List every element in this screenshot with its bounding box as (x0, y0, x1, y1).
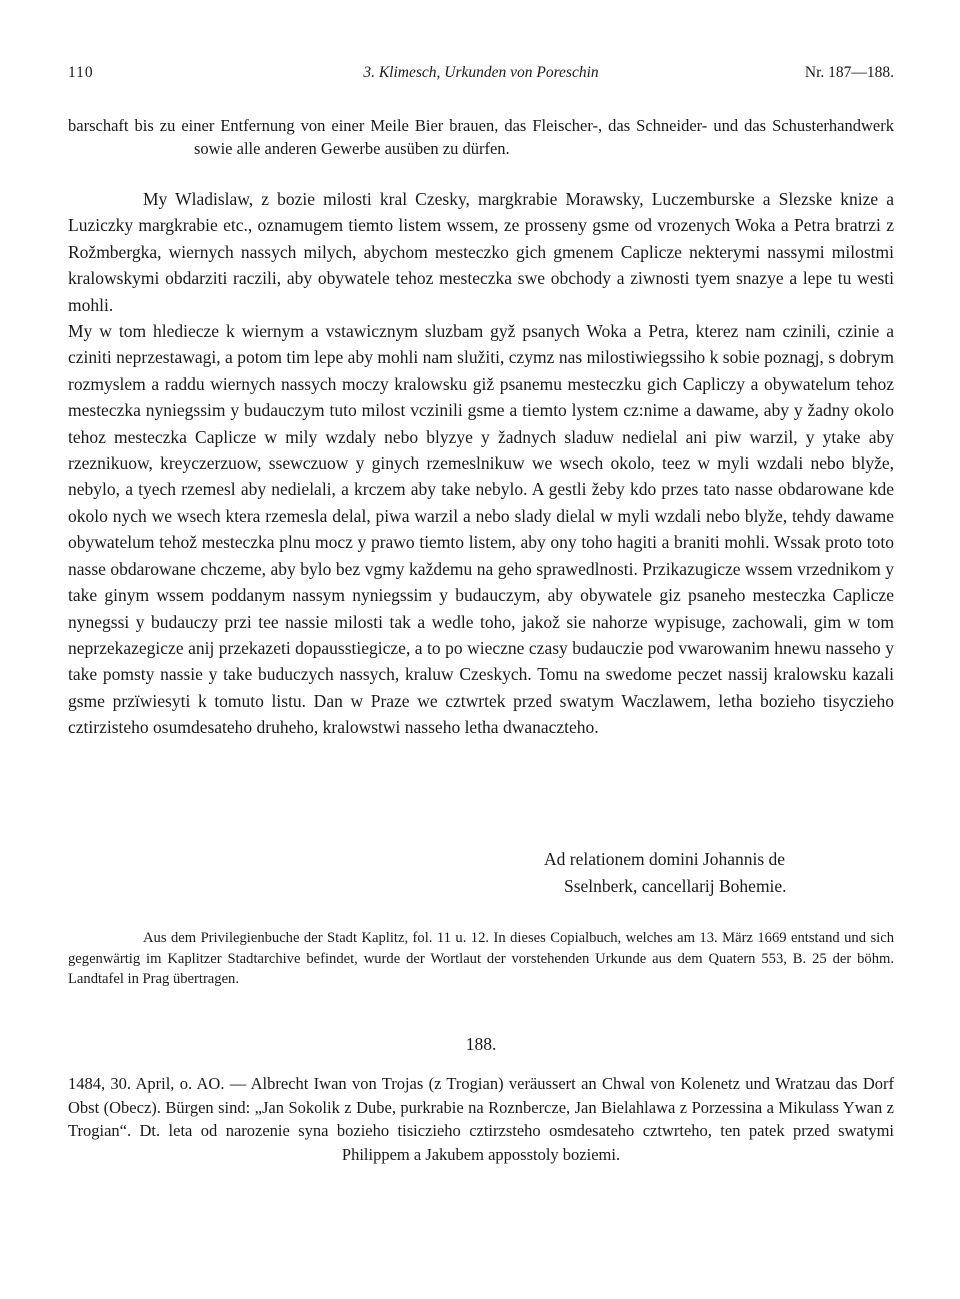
source-note-paragraph: Aus dem Privilegienbuche der Stadt Kaplitz, fol. 11 u. 12. In dieses Copialbuch, welches am 13. März 1669 entstand und sich gegenwärtig im Kaplitzer Stadtarchive befindet, wurde der Wortlaut der vorstehenden Urkunde aus dem Quatern 553, B. 25 der böhm. Landtafel in Prag übertragen. (68, 930, 894, 987)
summary-paragraph: barschaft bis zu einer Entfernung von einer Meile Bier brauen, das Fleischer-, das Schneider- und das Schusterhandwerk sowie alle anderen Gewerbe ausüben zu dürfen. (68, 116, 894, 158)
charter-text (68, 186, 894, 741)
charter-paragraph-2: My w tom hlediecze k wiernym a vstawicznym sluzbam gyž psanych Woka a Petra, kterez nam czinili, czinie a cziniti neprzestawagi, a potom tim lepe aby mohli nam služiti, czymz nas milostiwiegssiho k sobie poznagj, s dobrym rozmyslem a raddu wiernych nassych moczy kralowsku giž psanemu mesteczku gich Capliczy a obywatelum tehoz mesteczka nyniegssim y budauczym tuto milost vczinili gsme a tiemto lystem cz:nime a dawame, aby y žadny okolo tehoz mesteczka Caplicze w mily wzdaly nebo blyzye y žadnych sladuw nedielal ani piw warzil, y ytake aby rzeznikuow, kreyczerzuow, ssewczuow y ginych rzemeslnikuw we wsech okolo, teez w myli wzdali nebo blyže, nebylo, a tyech rzemesl aby nedielali, a krczem aby take nebylo. A gestli žeby kdo przes tato nasse obdarowane kde okolo nych we wsech ktera rzemesla delal, piwa warzil a nebo slady dielal w myli wzdali nebo blyže, tehdy dawame obywatelum tehož mesteczka plnu mocz y prawo tiemto listem, aby ony toho hagiti a braniti mohli. Wssak proto toto nasse obdarowane chczeme, aby bylo bez vgmy každemu na geho sprawedlnosti. Przikazugicze wssem vrzednikom y take ginym wssem poddanym nassym nyniegssim y budauczym, aby obywatele giz psaneho mesteczka Caplicze nynegssi y budauczy przi tee nassie milosti tak a wedle toho, jakož sie nahorze wypisuge, zachowali, gim w tom neprzekazegicze anij przekazeti dopausstiegicze, a to po wieczne czasy budauczie pod vwarowanim hnewu nasseho y take pomsty nassie y take buduczych nassych, kraluw Czeskych. Tomu na swedome peczet nassij kralowsku kazali gsme przïwiesyti k tomuto listu. Dan w Praze we cztwrtek przed swatym Waczlawem, letha bozieho tisyczieho cztirzisteho osumdesateho druheho, kralowstwi nasseho letha dwanaczteho. (68, 321, 894, 738)
chancery-note-line-1: Ad relationem domini Johannis de (544, 849, 786, 869)
document-number: 188. (465, 1034, 497, 1054)
chancery-note-line-2: Sselnberk, cancellarij Bohemie. (564, 876, 787, 896)
chancery-note (544, 846, 787, 900)
entry-paragraph: 1484, 30. April, o. AO. — Albrecht Iwan von Trojas (z Trogian) veräussert an Chwal von Kolenetz und Wratzau das Dorf Obst (Obecz). Bürgen sind: „Jan Sokolik z Dube, purkrabie na Roznbercze, Jan Bielahlawa z Porzessina a Mikulass Ywan z Trogian“. Dt. leta od narozenie syna bozieho tisicziehо cztirzsteho osmdesateho cztwrteho, ten patek przed swatymi Philippem a Jakubem apposstoly boziemi. (68, 1074, 894, 1164)
page-number: 110 (68, 64, 94, 81)
source-note (68, 928, 894, 990)
summary-continuation (68, 114, 894, 160)
document-range: Nr. 187—188. (804, 64, 894, 81)
page-header (68, 64, 894, 86)
running-title: 3. Klimesch, Urkunden von Poreschin (363, 64, 599, 81)
document-entry (68, 1072, 894, 1166)
charter-paragraph-1: My Wladislaw, z bozie milosti kral Czesky, margkrabie Morawsky, Luczemburske a Slezske knize a Luziczky margkrabie etc., oznamugem tiemto listem wssem, ze prosseny gsme od vrozenych Woka a Petra bratrzi z Rožmbergka, wiernych nassych milych, abychom mesteczko gich gmenem Caplicze nekterymi nassymi milostmi kralowskymi obdarziti raczili, aby obywatele tehoz mesteczka swe obchody a ziwnosti tyem snazye a lepe tu westi mohli. (68, 189, 894, 315)
